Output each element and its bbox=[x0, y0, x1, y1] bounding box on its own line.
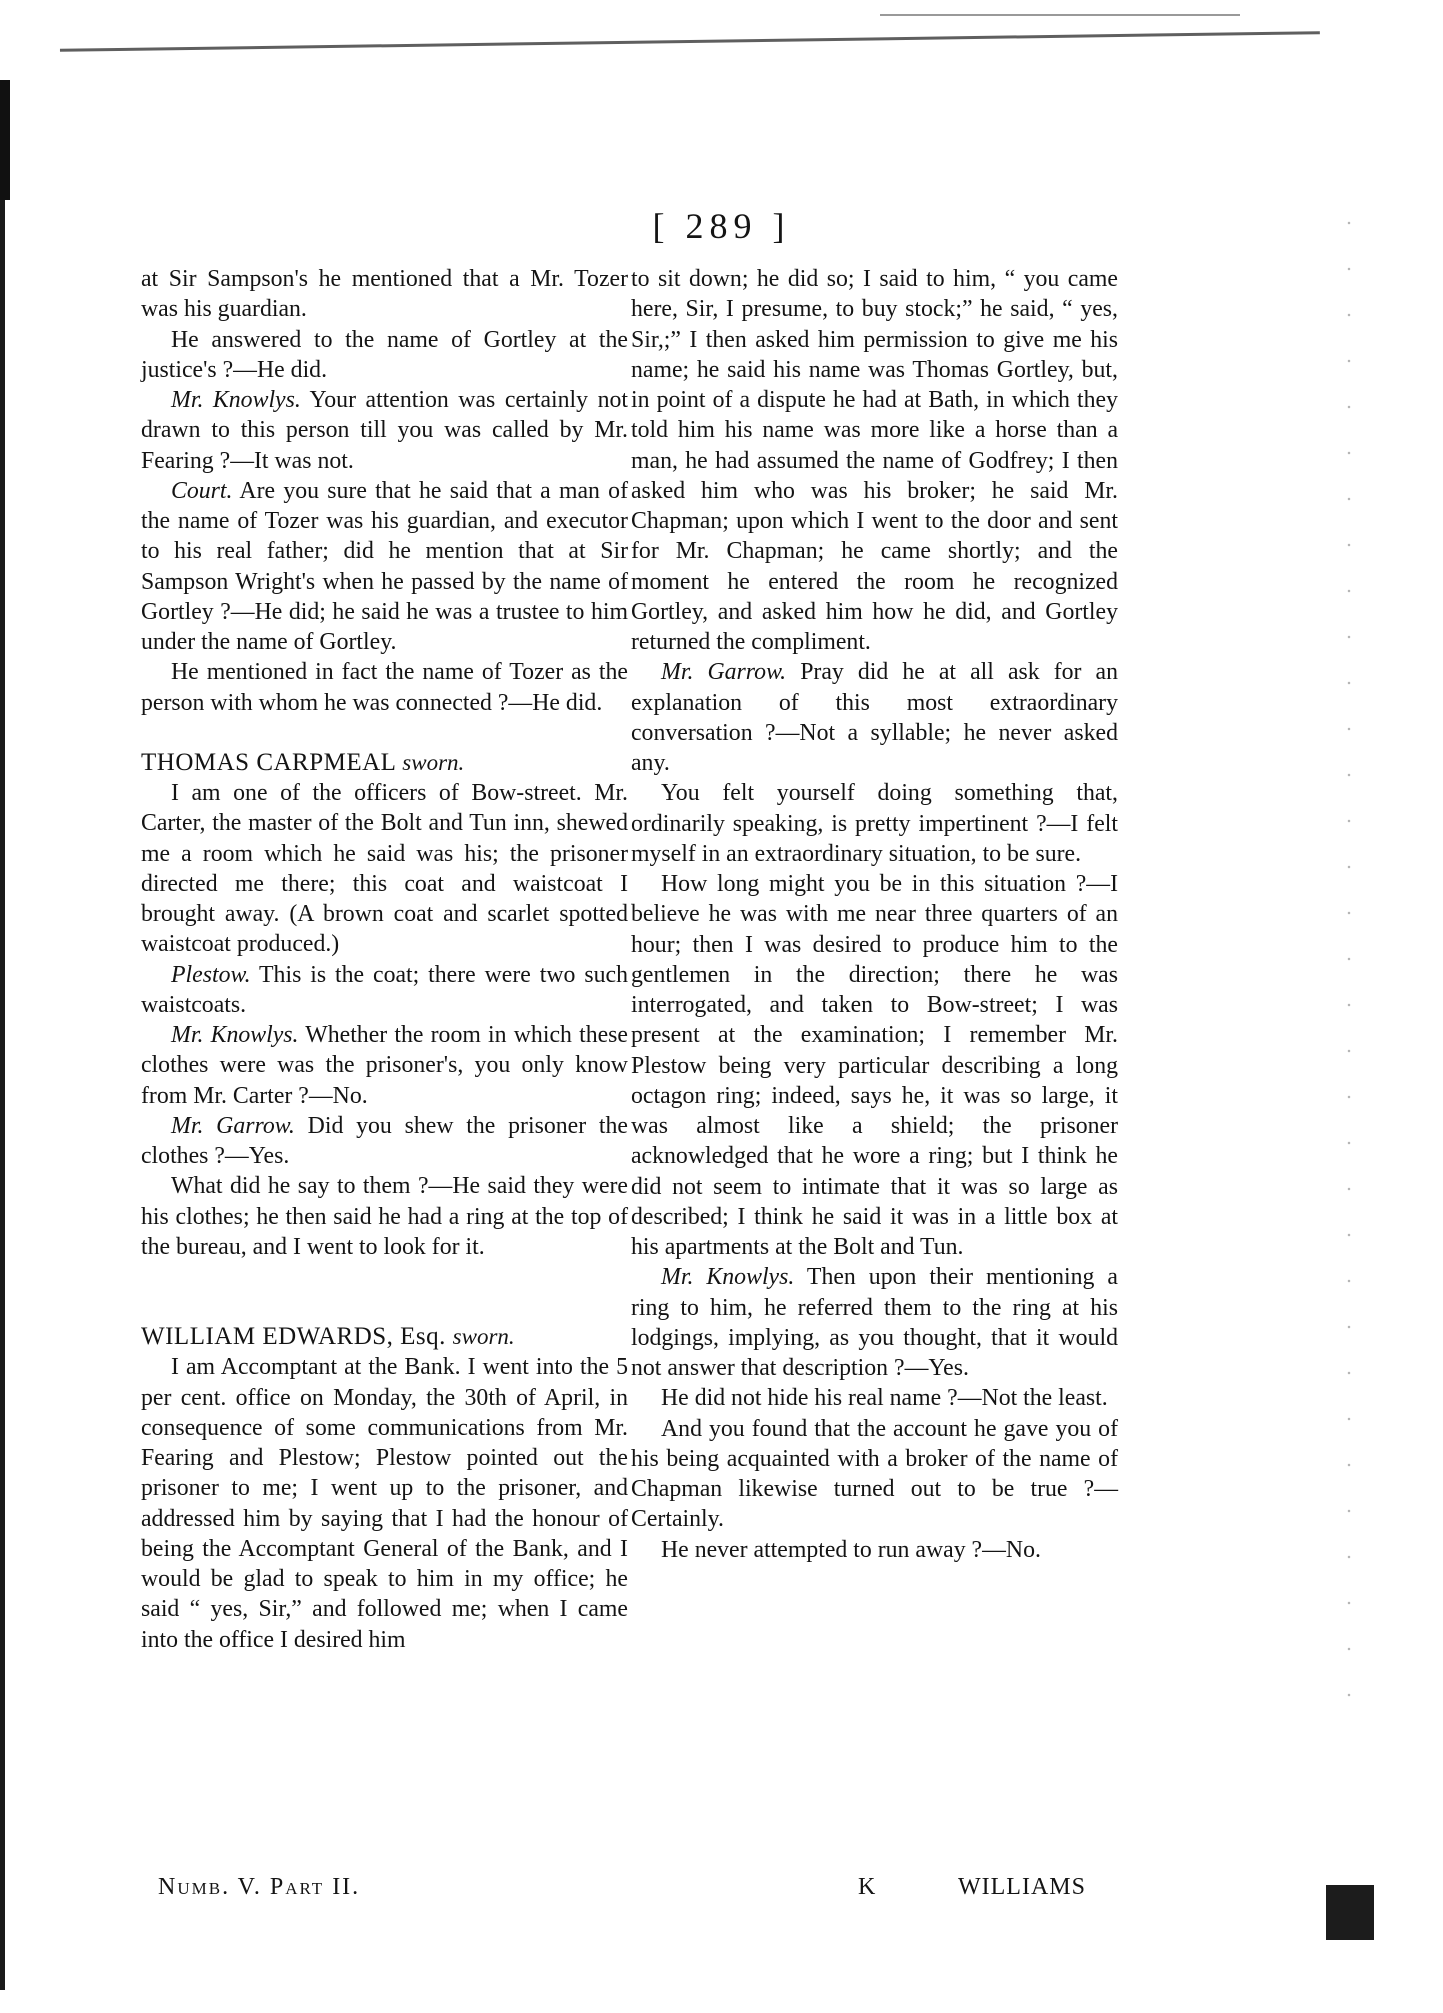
sworn-label: sworn. bbox=[402, 749, 465, 775]
testimony-paragraph bbox=[141, 1020, 628, 1111]
testimony-paragraph bbox=[141, 1171, 628, 1262]
testimony-paragraph bbox=[141, 960, 628, 1021]
speaker-label: Mr. Knowlys. bbox=[171, 1022, 299, 1048]
catchword: WILLIAMS bbox=[958, 1874, 1086, 1900]
page-number: [ 289 ] bbox=[652, 206, 791, 246]
paragraph-text: This is the coat; there were two such waistcoats. bbox=[141, 961, 628, 1018]
paragraph-text: I am one of the officers of Bow-street. Mr. Carter, the master of the Bolt and Tun inn, shewed me a room which he said was his; the prisoner directed me there; this coat and waistcoat I brought away. (A brown coat and scarlet spotted waistcoat produced.) bbox=[141, 780, 628, 958]
signature-mark: K bbox=[858, 1874, 876, 1900]
signature-text: Numb. V. Part II. bbox=[158, 1874, 361, 1900]
paragraph-text: How long might you be in this situation ?—I believe he was with me near three quarters of an hour; then I was desired to produce him to the gentlemen in the direction; there he was interrogated, and taken to Bow-street; I was present at the examination; I remember Mr. Plestow being very particular describing a long octagon ring; indeed, says he, it was so large, it was almost like a shield; the prisoner acknowledged that he wore a ring; but I think he did not seem to intimate that it was so large as described; I think he said it was in a little box at his apartments at the Bolt and Tun. bbox=[631, 871, 1118, 1260]
speaker-label: Mr. Garrow. bbox=[171, 1112, 295, 1139]
testimony-paragraph bbox=[141, 385, 628, 476]
paragraph-text: He did not hide his real name ?—Not the least. bbox=[661, 1385, 1108, 1412]
scan-noise-dots bbox=[1345, 200, 1353, 1700]
paragraph-text: I am Accomptant at the Bank. I went into the 5 per cent. office on Monday, the 30th of April, in consequence of some communications from Mr. Fearing and Plestow; Plestow pointed out the prisoner to me; I went up to the prisoner, and addressed him by saying that I had the honour of being the Accomptant General of the Bank, and I would be glad to speak to him in my office; he said “ yes, Sir,” and followed me; when I came into the office I desired him bbox=[141, 1354, 628, 1653]
paragraph-text: Then upon their mentioning a ring to him, he referred them to the ring at his lodgings, implying, as you thought, that it would not answer that description ?—Yes. bbox=[631, 1264, 1118, 1381]
testimony-paragraph bbox=[631, 1535, 1118, 1565]
paragraph-text: And you found that the account he gave you of his being acquainted with a broker of the name of Chapman likewise turned out to be true ?—Certainly. bbox=[631, 1415, 1118, 1533]
testimony-paragraph bbox=[631, 778, 1118, 869]
right-text-column bbox=[631, 264, 1118, 1565]
speaker-label: Mr. Knowlys. bbox=[171, 387, 301, 413]
scan-corner-mark bbox=[1326, 1885, 1374, 1940]
paragraph-text: Are you sure that he said that a man of the name of Tozer was his guardian, and executor to his real father; did he mention that at Sir Sampson Wright's when he passed by the name of Gortley ?—He did; he said he was a trustee to him under the name of Gortley. bbox=[141, 477, 628, 655]
paragraph-text: Did you shew the prisoner the clothes ?—Yes. bbox=[141, 1112, 628, 1169]
paragraph-text: Your attention was certainly not drawn to this person till you was called by Mr. Fearing ?—It was not. bbox=[141, 387, 628, 474]
left-text-column bbox=[141, 264, 628, 1655]
testimony-paragraph bbox=[141, 657, 628, 718]
testimony-paragraph bbox=[141, 325, 628, 386]
testimony-paragraph bbox=[631, 1383, 1118, 1413]
testimony-paragraph bbox=[631, 657, 1118, 778]
testimony-paragraph bbox=[631, 264, 1118, 657]
paragraph-text: Whether the room in which these clothes were was the prisoner's, you only know from Mr. Carter ?—No. bbox=[141, 1022, 628, 1109]
witness-name: THOMAS CARPMEAL bbox=[141, 748, 396, 776]
testimony-paragraph bbox=[141, 1111, 628, 1172]
testimony-paragraph bbox=[141, 476, 628, 658]
testimony-paragraph bbox=[141, 1352, 628, 1655]
witness-heading bbox=[141, 1322, 628, 1352]
witness-heading bbox=[141, 748, 628, 778]
paragraph-text: He answered to the name of Gortley at the justice's ?—He did. bbox=[141, 326, 628, 383]
testimony-paragraph bbox=[631, 869, 1118, 1262]
scan-top-edge bbox=[60, 31, 1320, 64]
paragraph-text: at Sir Sampson's he mentioned that a Mr. Tozer was his guardian. bbox=[141, 266, 628, 323]
scan-top-edge-fragment bbox=[880, 14, 1240, 20]
scan-binding-mark bbox=[0, 80, 10, 200]
paragraph-text: What did he say to them ?—He said they were his clothes; he then said he had a ring at the top of the bureau, and I went to look for it. bbox=[141, 1173, 628, 1260]
testimony-paragraph bbox=[141, 264, 628, 325]
testimony-paragraph bbox=[141, 778, 628, 960]
paragraph-text: Pray did he at all ask for an explanation of this most extraordinary conversation ?—Not a syllable; he never asked any. bbox=[631, 659, 1118, 776]
paragraph-text: He never attempted to run away ?—No. bbox=[661, 1536, 1041, 1563]
speaker-label: Mr. Garrow. bbox=[661, 659, 787, 686]
witness-name: WILLIAM EDWARDS, Esq. bbox=[141, 1323, 446, 1350]
speaker-label: Plestow. bbox=[171, 961, 251, 988]
speaker-label: Court. bbox=[171, 477, 233, 504]
speaker-label: Mr. Knowlys. bbox=[661, 1264, 795, 1291]
scan-binding-edge bbox=[0, 90, 5, 1990]
paragraph-text: You felt yourself doing something that, ordinarily speaking, is pretty impertinent ?—I felt myself in an extraordinary situation, to be sure. bbox=[631, 780, 1118, 867]
sworn-label: sworn. bbox=[452, 1324, 515, 1349]
testimony-paragraph bbox=[631, 1414, 1118, 1535]
testimony-paragraph bbox=[631, 1262, 1118, 1383]
paragraph-text: to sit down; he did so; I said to him, “ you came here, Sir, I presume, to buy stock;” he said, “ yes, Sir,;” I then asked him permission to give me his name; he said his name was Thomas Gortley, but, in point of a dispute he had at Bath, in which they told him his name was more like a horse than a man, he had assumed the name of Godfrey; I then asked him who was his broker; he said Mr. Chapman; upon which I went to the door and sent for Mr. Chapman; he came shortly; and the moment he entered the room he recognized Gortley, and asked him how he did, and Gortley returned the compliment. bbox=[631, 266, 1118, 655]
signature-line bbox=[158, 1874, 360, 1901]
paragraph-text: He mentioned in fact the name of Tozer as the person with whom he was connected ?—He did. bbox=[141, 659, 628, 716]
